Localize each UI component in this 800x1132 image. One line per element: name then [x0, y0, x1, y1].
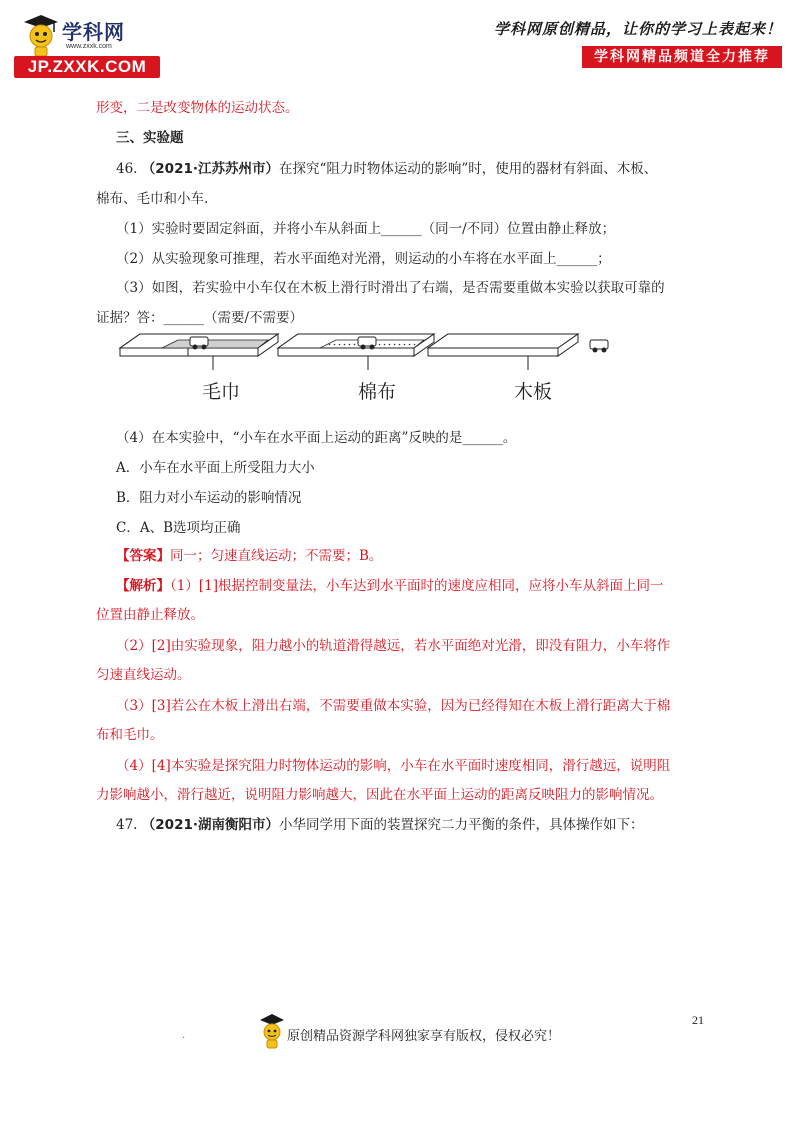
question-46-part-3: （3）如图，若实验中小车仅在木板上滑行时滑出了右端，是否需要重做本实验以获取可靠的	[116, 280, 665, 296]
mascot-icon	[20, 12, 62, 58]
label-towel: 毛巾	[202, 381, 241, 403]
analysis-1	[116, 577, 663, 595]
analysis-1-cont: 位置由静止释放。	[96, 607, 204, 623]
analysis-text: （1）[1]根据控制变量法，小车达到水平面时的速度应相同，应将小车从斜面上同一	[170, 578, 664, 594]
copyright-notice: 原创精品资源学科网独家享有版权，侵权必究！	[287, 1029, 561, 1044]
question-number: 47.	[116, 817, 138, 833]
answer-text: 同一；匀速直线运动；不需要；B。	[170, 548, 383, 564]
analysis-4: （4）[4]本实验是探究阻力时物体运动的影响，小车在水平面时速度相同，滑行越远，说明阻	[116, 758, 671, 774]
analysis-4-cont: 力影响越小，滑行越近，说明阻力影响越大，因此在水平面上运动的距离反映阻力的影响情况。	[96, 787, 663, 803]
towel-surface	[120, 334, 278, 370]
page-number: 21	[692, 1013, 704, 1027]
logo-domain: JP.ZXXK.COM	[14, 56, 160, 78]
question-number: 46.	[116, 161, 138, 177]
analysis-2: （2）[2]由实验现象，阻力越小的轨道滑得越远，若水平面绝对光滑，即没有阻力，小车将作	[116, 638, 671, 654]
header-slogan: 学科网原创精品，让你的学习上表起来！	[493, 20, 782, 38]
logo-text: 学科网	[62, 20, 125, 44]
answer-tag: 【答案】	[116, 548, 170, 564]
footer-dot: .	[182, 1030, 186, 1041]
question-46-part-3-cont: 证据？答：______（需要/不需要）	[96, 310, 304, 326]
question-source: （2021·江苏苏州市）	[141, 161, 279, 177]
question-46-stem-cont: 棉布、毛巾和小车.	[96, 191, 209, 207]
label-wood: 木板	[514, 381, 553, 403]
logo-subtext: www.zxxk.com	[66, 43, 112, 50]
question-46-part-1: （1）实验时要固定斜面，并将小车从斜面上______（同一/不同）位置由静止释放；	[116, 221, 616, 237]
analysis-3-cont: 布和毛巾。	[96, 727, 164, 743]
label-cotton: 棉布	[358, 381, 397, 403]
question-46-part-4: （4）在本实验中，“小车在水平面上运动的距离”反映的是______。	[116, 430, 517, 446]
analysis-3: （3）[3]若公在木板上滑出右端，不需要重做本实验，因为已经得知在木板上滑行距离大于棉	[116, 698, 671, 714]
site-logo[interactable]	[14, 12, 164, 76]
option-b: B．阻力对小车运动的影响情况	[116, 490, 302, 506]
question-text: 在探究“阻力时物体运动的影响”时，使用的器材有斜面、木板、	[278, 161, 658, 177]
wood-surface	[428, 334, 608, 370]
cotton-surface	[278, 334, 434, 370]
analysis-2-cont: 匀速直线运动。	[96, 667, 191, 683]
analysis-tag: 【解析】	[116, 578, 170, 594]
question-source: （2021·湖南衡阳市）	[141, 817, 279, 833]
question-47-stem	[116, 816, 643, 834]
previous-line: 形变，二是改变物体的运动状态。	[96, 100, 299, 116]
question-text: 小华同学用下面的装置探究二力平衡的条件，具体操作如下：	[278, 817, 644, 833]
answer-line	[116, 547, 382, 565]
option-c: C．A、B选项均正确	[116, 520, 241, 536]
question-46-part-2: （2）从实验现象可推理，若水平面绝对光滑，则运动的小车将在水平面上______；	[116, 251, 611, 267]
channel-banner: 学科网精品频道全力推荐	[582, 46, 782, 68]
footer-mascot-icon	[258, 1012, 286, 1050]
experiment-figure	[118, 328, 618, 408]
option-a: A．小车在水平面上所受阻力大小	[116, 460, 315, 476]
section-title: 三、实验题	[116, 130, 184, 146]
question-46-stem	[116, 160, 657, 178]
